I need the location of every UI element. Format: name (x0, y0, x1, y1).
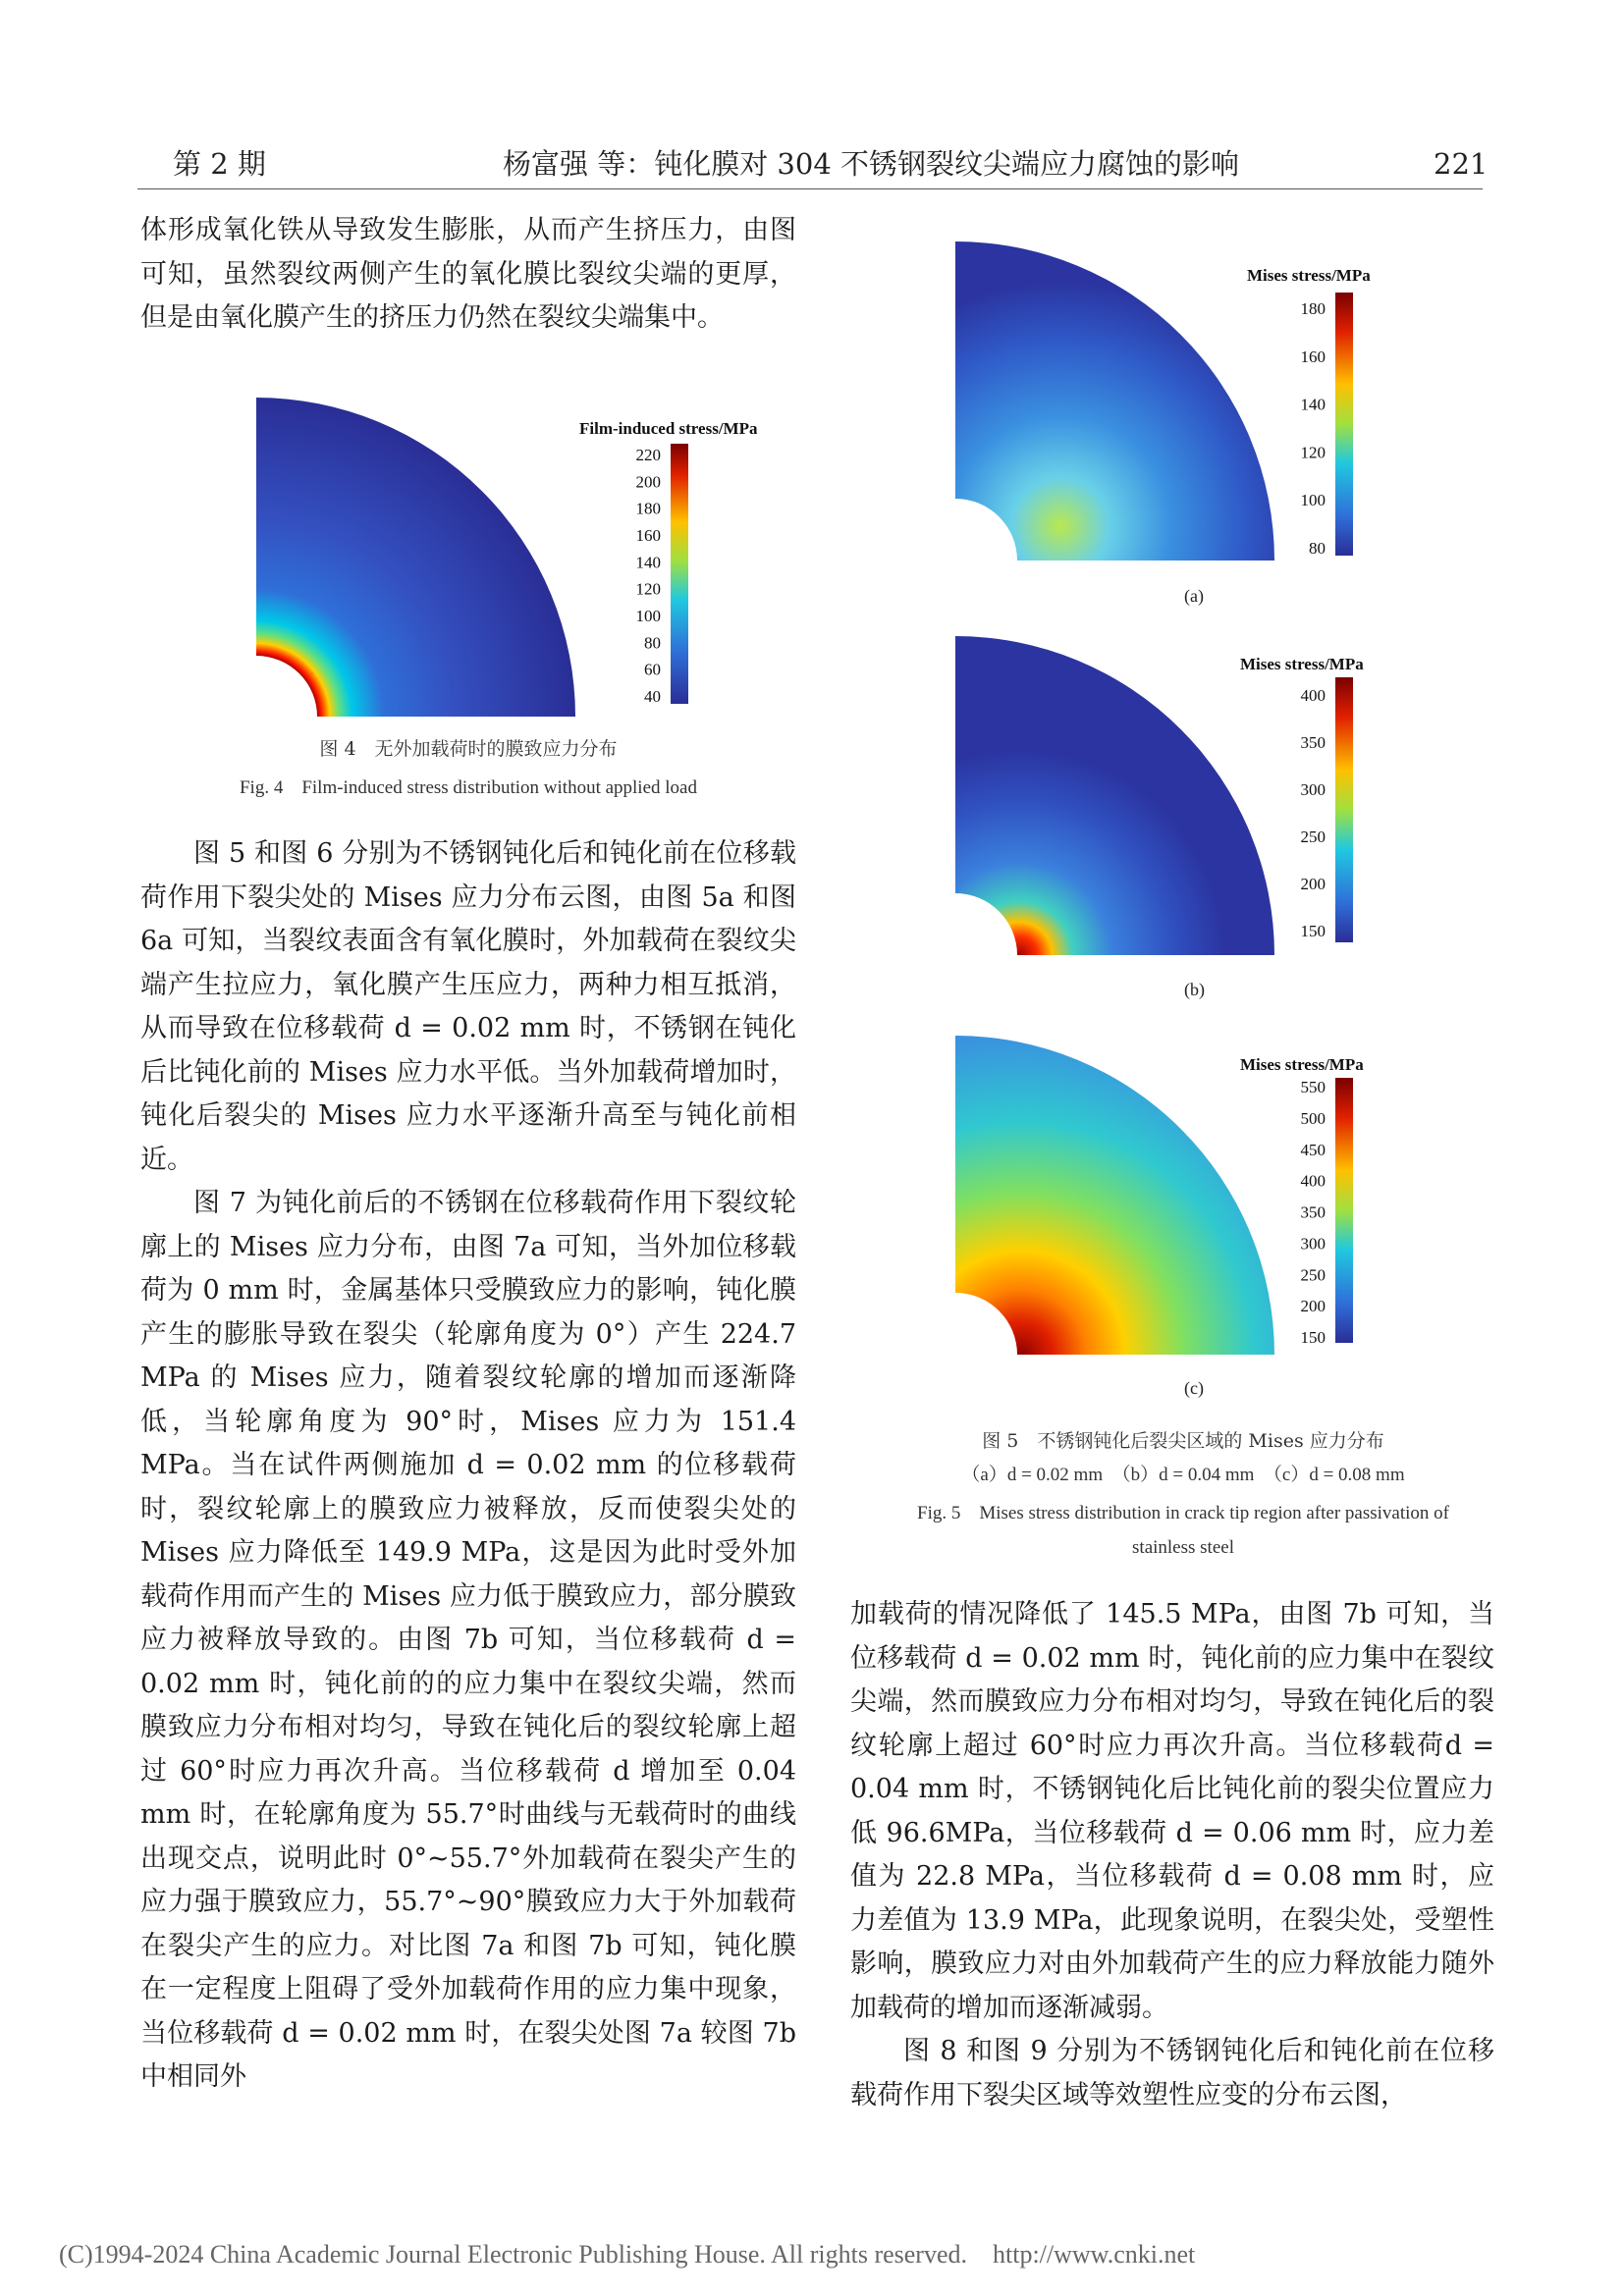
fig5b-tick-label: 150 (1300, 922, 1326, 940)
fig5a-tick-label: 140 (1300, 395, 1326, 414)
issue-number: 第 2 期 (173, 147, 266, 181)
fig4-tick-label: 220 (635, 446, 661, 464)
right-column-text (850, 1593, 1494, 2117)
fig5b-tick-label: 200 (1300, 875, 1326, 893)
fig4-tick-label: 200 (635, 472, 661, 492)
fig4-colorbar-ticks (636, 446, 662, 706)
fig5a-plot (952, 241, 1394, 565)
figure-5b (952, 636, 1394, 960)
fig5a-tick-label: 100 (1300, 491, 1326, 510)
fig5a-colorbar-title: Mises stress/MPa (1247, 266, 1371, 285)
fig4-tick-label: 40 (644, 687, 661, 706)
fig5c-tick-label: 200 (1300, 1297, 1326, 1316)
fig4-tick-label: 120 (635, 579, 661, 599)
fig5b-tick-label: 400 (1300, 686, 1326, 705)
fig5c-colorbar-title: Mises stress/MPa (1240, 1055, 1364, 1074)
fig5c-plot (952, 1036, 1394, 1360)
page-number: 221 (1434, 147, 1489, 181)
figure-5a (952, 241, 1394, 565)
fig5a-label: (a) (1184, 586, 1204, 606)
running-title: 杨富强 等：钝化膜对 304 不锈钢裂纹尖端应力腐蚀的影响 (503, 147, 1240, 181)
left-paragraph-2: 图 5 和图 6 分别为不锈钢钝化后和钝化前在位移载荷作用下裂尖处的 Mises 应力分布云图，由图 5a 和图 6a 可知，当裂纹表面含有氧化膜时，外加载荷在裂纹尖端产生拉应力，氧化膜产生压应力，两种力相互抵消，从而导致在位移载荷 d = 0.02 mm 时，不锈钢在钝化后比钝化前的 Mises 应力水平低。当外加载荷增加时，钝化后裂尖的 Mises 应力水平逐渐升高至与钝化前相近。 (140, 838, 796, 1175)
copyright-footer: (C)1994-2024 China Academic Journal Electronic Publishing House. All rights reserved. http://www.cnki.net (59, 2240, 1196, 2269)
fig5a-tick-label: 120 (1300, 443, 1326, 462)
figure-5c (952, 1036, 1394, 1360)
fig5b-tick-label: 350 (1300, 733, 1326, 752)
left-paragraph-3: 图 7 为钝化前后的不锈钢在位移载荷作用下裂纹轮廓上的 Mises 应力分布，由图 7a 可知，当外加位移载荷为 0 mm 时，金属基体只受膜致应力的影响，钝化膜产生的膨胀导致在裂尖（轮廓角度为 0°）产生 224.7 MPa 的 Mises 应力，随着裂纹轮廓的增加而逐渐降低，当轮廓角度为 90°时，Mises 应力为 151.4 MPa。当在试件两侧施加 d = 0.02 mm 的位移载荷时，裂纹轮廓上的膜致应力被释放，反而使裂尖处的 Mises 应力降低至 149.9 MPa，这是因为此时受外加载荷作用而产生的 Mises 应力低于膜致应力，部分膜致应力被释放导致的。由图 7b 可知，当位移载荷 d = 0.02 mm 时，钝化前的的应力集中在裂纹尖端，然而膜致应力分布相对均匀，导致在钝化后的裂纹轮廓上超过 60°时应力再次升高。当位移载荷 d 增加至 0.04 mm 时，在轮廓角度为 55.7°时曲线与无载荷时的曲线出现交点，说明此时 0°~55.7°外加载荷在裂尖产生的应力强于膜致应力，55.7°~90°膜致应力大于外加载荷在裂尖产生的应力。对比图 7a 和图 7b 可知，钝化膜在一定程度上阻碍了受外加载荷作用的应力集中现象，当位移载荷 d = 0.02 mm 时，在裂尖处图 7a 较图 7b 中相同外 (140, 1188, 796, 2092)
fig5b-tick-label: 250 (1300, 828, 1326, 846)
right-paragraph-2: 图 8 和图 9 分别为不锈钢钝化后和钝化前在位移载荷作用下裂尖区域等效塑性应变的分布云图， (850, 2036, 1494, 2110)
fig5-caption-en-2: stainless steel (1132, 1537, 1234, 1558)
fig4-stress-field (256, 398, 575, 717)
fig4-tick-label: 160 (635, 526, 661, 545)
fig5c-tick-label: 500 (1300, 1108, 1326, 1128)
fig5b-plot (952, 636, 1394, 960)
fig5c-stress-field (955, 1036, 1274, 1355)
fig5c-colorbar-ticks (1301, 1078, 1326, 1347)
left-paragraph-1: 体形成氧化铁从导致发生膨胀，从而产生挤压力，由图可知，虽然裂纹两侧产生的氧化膜比裂纹尖端的更厚，但是由氧化膜产生的挤压力仍然在裂纹尖端集中。 (140, 215, 796, 333)
fig4-tick-label: 100 (635, 607, 661, 625)
fig5-caption-cn: 图 5 不锈钢钝化后裂尖区域的 Mises 应力分布 (982, 1430, 1384, 1452)
fig4-tick-label: 140 (635, 553, 661, 572)
fig5c-tick-label: 350 (1300, 1202, 1326, 1222)
fig5a-stress-field (955, 241, 1274, 561)
fig5b-tick-label: 300 (1300, 780, 1326, 799)
fig4-caption-cn: 图 4 无外加载荷时的膜致应力分布 (319, 738, 618, 760)
fig5b-stress-field (955, 636, 1274, 955)
fig5b-colorbar (1335, 677, 1353, 942)
left-paragraph-2-3 (140, 832, 796, 2100)
fig5c-tick-label: 300 (1300, 1234, 1326, 1254)
fig5a-colorbar-ticks (1301, 299, 1326, 558)
fig4-caption-en: Fig. 4 Film-induced stress distribution without applied load (239, 777, 697, 798)
fig5-caption-en-1: Fig. 5 Mises stress distribution in crack tip region after passivation of (917, 1503, 1449, 1523)
header-rule (137, 188, 1483, 189)
fig5c-tick-label: 400 (1300, 1171, 1326, 1191)
fig5a-tick-label: 180 (1300, 299, 1326, 318)
figure-4 (250, 398, 758, 717)
fig5c-tick-label: 250 (1300, 1265, 1326, 1285)
fig5b-colorbar-title: Mises stress/MPa (1240, 655, 1364, 673)
fig5c-tick-label: 450 (1300, 1140, 1326, 1159)
fig5-caption-sub: （a）d = 0.02 mm （b）d = 0.04 mm （c）d = 0.08 mm (961, 1465, 1405, 1485)
fig4-plot (250, 398, 758, 717)
fig4-tick-label: 80 (644, 633, 661, 653)
fig5c-tick-label: 150 (1300, 1328, 1326, 1347)
fig5c-colorbar (1335, 1078, 1353, 1343)
right-paragraph-1: 加载荷的情况降低了 145.5 MPa，由图 7b 可知，当位移载荷 d = 0.02 mm 时，钝化前的应力集中在裂纹尖端，然而膜致应力分布相对均匀，导致在钝化后的裂纹轮廓上超过 60°时应力再次升高。当位移载荷d = 0.04 mm 时，不锈钢钝化后比钝化前的裂尖位置应力低 96.6MPa，当位移载荷 d = 0.06 mm 时，应力差值为 22.8 MPa，当位移载荷 d = 0.08 mm 时，应力差值为 13.9 MPa，此现象说明，在裂尖处，受塑性影响，膜致应力对由外加载荷产生的应力释放能力随外加载荷的增加而逐渐减弱。 (850, 1599, 1494, 2023)
fig5a-colorbar (1335, 293, 1353, 556)
fig5a-tick-label: 160 (1300, 347, 1326, 366)
fig5c-label: (c) (1184, 1378, 1204, 1398)
fig4-colorbar (671, 444, 688, 704)
fig4-colorbar-title: Film-induced stress/MPa (579, 419, 758, 438)
fig4-tick-label: 180 (635, 499, 661, 518)
fig5a-tick-label: 80 (1309, 539, 1326, 558)
fig5b-colorbar-ticks (1301, 686, 1326, 940)
fig4-tick-label: 60 (644, 660, 661, 679)
fig5b-label: (b) (1184, 980, 1205, 999)
fig5c-tick-label: 550 (1300, 1078, 1326, 1096)
